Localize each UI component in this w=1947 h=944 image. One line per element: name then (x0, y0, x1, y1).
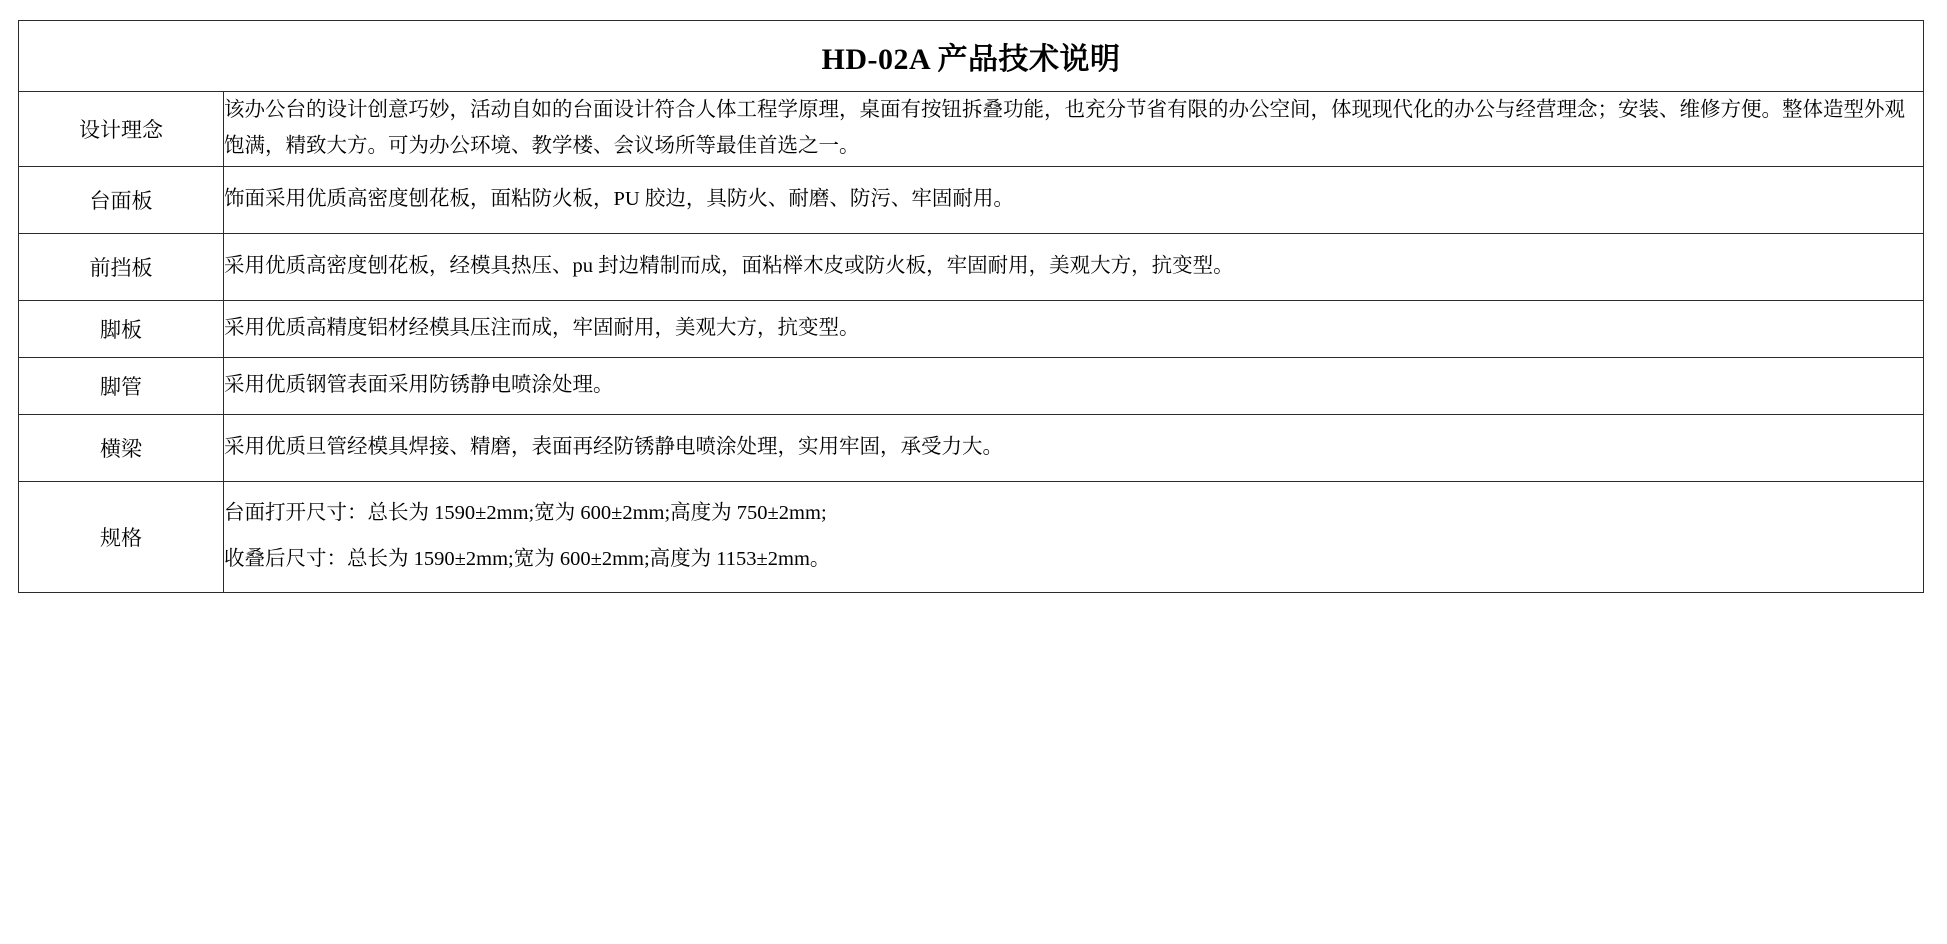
row-content-foot-plate: 采用优质高精度铝材经模具压注而成，牢固耐用，美观大方，抗变型。 (224, 301, 1924, 358)
table-row (19, 301, 1924, 358)
row-content-specification (224, 482, 1924, 593)
spec-line-folded: 收叠后尺寸：总长为 1590±2mm;宽为 600±2mm;高度为 1153±2mm。 (224, 548, 831, 570)
row-label-design-concept: 设计理念 (19, 92, 224, 167)
row-content-front-panel: 采用优质高密度刨花板，经模具热压、pu 封边精制而成，面粘榉木皮或防火板，牢固耐用，美观大方，抗变型。 (224, 234, 1924, 301)
row-label-table-top: 台面板 (19, 167, 224, 234)
table-row (19, 482, 1924, 593)
row-label-front-panel: 前挡板 (19, 234, 224, 301)
table-row (19, 92, 1924, 167)
table-row (19, 167, 1924, 234)
row-content-cross-beam: 采用优质旦管经模具焊接、精磨，表面再经防锈静电喷涂处理，实用牢固，承受力大。 (224, 415, 1924, 482)
product-spec-table (18, 20, 1924, 593)
row-content-table-top: 饰面采用优质高密度刨花板，面粘防火板，PU 胶边，具防火、耐磨、防污、牢固耐用。 (224, 167, 1924, 234)
table-row-title (19, 21, 1924, 92)
table-row (19, 415, 1924, 482)
row-content-foot-tube: 采用优质钢管表面采用防锈静电喷涂处理。 (224, 358, 1924, 415)
row-label-foot-plate: 脚板 (19, 301, 224, 358)
table-row (19, 234, 1924, 301)
table-row (19, 358, 1924, 415)
document-title: HD-02A 产品技术说明 (19, 21, 1924, 92)
spec-line-open: 台面打开尺寸：总长为 1590±2mm;宽为 600±2mm;高度为 750±2mm; (224, 502, 827, 525)
row-content-design-concept: 该办公台的设计创意巧妙，活动自如的台面设计符合人体工程学原理，桌面有按钮拆叠功能，也充分节省有限的办公空间，体现现代化的办公与经营理念；安装、维修方便。整体造型外观饱满，精致大方。可为办公环境、教学楼、会议场所等最佳首选之一。 (224, 92, 1924, 167)
row-label-foot-tube: 脚管 (19, 358, 224, 415)
row-label-cross-beam: 横梁 (19, 415, 224, 482)
row-label-specification: 规格 (19, 482, 224, 593)
